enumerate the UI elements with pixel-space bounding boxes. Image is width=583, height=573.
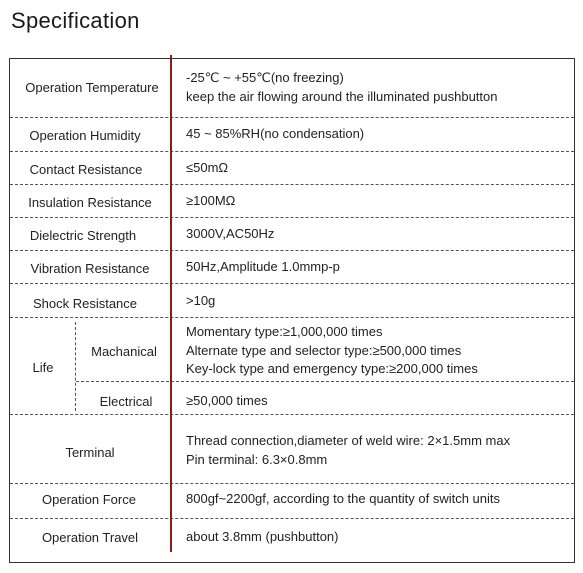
row-divider bbox=[10, 184, 574, 185]
spec-label-operation-temperature: Operation Temperature bbox=[25, 80, 159, 95]
spec-value-line: Key-lock type and emergency type:≥200,000 times bbox=[186, 361, 478, 376]
row-divider bbox=[10, 151, 574, 152]
spec-label-insulation-resistance: Insulation Resistance bbox=[28, 195, 152, 210]
spec-value-line: -25℃ ~ +55℃(no freezing) bbox=[186, 70, 344, 85]
row-divider bbox=[10, 217, 574, 218]
spec-label-contact-resistance: Contact Resistance bbox=[29, 162, 143, 177]
spec-value-line: 3000V,AC50Hz bbox=[186, 226, 275, 241]
row-divider bbox=[10, 414, 574, 415]
page-title: Specification bbox=[11, 8, 140, 33]
life-sub-divider bbox=[75, 322, 76, 411]
row-divider bbox=[10, 483, 574, 484]
spec-value-line: ≥50,000 times bbox=[186, 393, 268, 408]
spec-label-operation-travel: Operation Travel bbox=[41, 530, 139, 545]
spec-label-shock-resistance: Shock Resistance bbox=[32, 296, 138, 311]
row-divider bbox=[10, 250, 574, 251]
spec-label-operation-force: Operation Force bbox=[42, 492, 136, 507]
row-divider bbox=[10, 317, 574, 318]
spec-value-line: Pin terminal: 6.3×0.8mm bbox=[186, 452, 328, 467]
sub-row-divider bbox=[76, 381, 574, 382]
spec-value-line: 50Hz,Amplitude 1.0mmp-p bbox=[186, 259, 340, 274]
spec-value-line: Momentary type:≥1,000,000 times bbox=[186, 324, 383, 339]
row-divider bbox=[10, 283, 574, 284]
row-divider bbox=[10, 518, 574, 519]
row-divider bbox=[10, 117, 574, 118]
spec-value-line: about 3.8mm (pushbutton) bbox=[186, 529, 339, 544]
column-divider bbox=[170, 55, 172, 552]
spec-value-line: ≤50mΩ bbox=[186, 160, 229, 175]
spec-value-line: >10g bbox=[186, 293, 216, 308]
spec-value-line: ≥100MΩ bbox=[186, 193, 236, 208]
spec-value-line: 45 ~ 85%RH(no condensation) bbox=[186, 126, 365, 141]
spec-label-life: Life bbox=[32, 360, 54, 375]
spec-sublabel-electrical: Electrical bbox=[99, 394, 153, 409]
spec-label-terminal: Terminal bbox=[65, 445, 115, 460]
spec-label-dielectric-strength: Dielectric Strength bbox=[29, 228, 137, 243]
spec-sublabel-mechanical: Machanical bbox=[91, 344, 157, 359]
spec-value-line: Alternate type and selector type:≥500,000 times bbox=[186, 343, 462, 358]
spec-value-line: Thread connection,diameter of weld wire: 2×1.5mm max bbox=[186, 433, 511, 448]
spec-label-operation-humidity: Operation Humidity bbox=[29, 128, 141, 143]
spec-value-line: keep the air flowing around the illuminated pushbutton bbox=[186, 89, 498, 104]
spec-label-vibration-resistance: Vibration Resistance bbox=[30, 261, 150, 276]
spec-value-line: 800gf~2200gf, according to the quantity of switch units bbox=[186, 491, 501, 506]
